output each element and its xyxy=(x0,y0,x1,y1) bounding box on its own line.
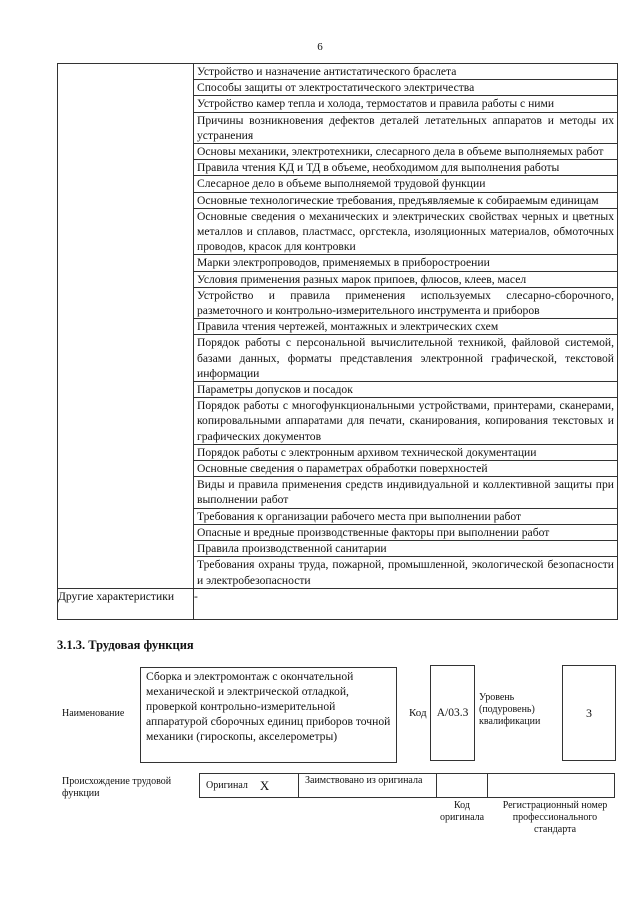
knowledge-item: Причины возникновения дефектов деталей летательных аппаратов и методы их устранения xyxy=(194,113,617,144)
knowledge-item: Способы защиты от электростатического электричества xyxy=(194,80,617,96)
knowledge-item: Порядок работы с многофункциональными устройствами, принтерами, сканерами, копировальными аппаратами для печати, сканирования, копирования текстовых и графических документов xyxy=(194,398,617,445)
code-value-box xyxy=(430,665,475,761)
knowledge-table xyxy=(57,63,618,620)
knowledge-item: Правила производственной санитарии xyxy=(194,541,617,557)
knowledge-item: Условия применения разных марок припоев, флюсов, клеев, масел xyxy=(194,272,617,288)
section-heading: 3.1.3. Трудовая функция xyxy=(57,638,194,652)
knowledge-item: Требования охраны труда, пожарной, промышленной, экологической безопасности и электробезопасности xyxy=(197,558,614,587)
origin-original-cell xyxy=(200,774,298,797)
knowledge-item: Основные сведения о механических и электрических свойствах черных и цветных металлов и сплавов, пластмасс, оргстекла, изоляционных материалов, обмоточных проводов, красок для контровки xyxy=(194,209,617,256)
original-code-caption: Код оригинала xyxy=(439,800,485,823)
function-name-box: Сборка и электромонтаж с окончательной механической и электрической отладкой, проверкой контрольно-измерительной аппаратурой сборочных единиц приборов точной механики (гироскопы, акселерометры) xyxy=(140,667,397,763)
origin-original-mark: X xyxy=(259,778,270,793)
knowledge-item: Слесарное дело в объеме выполняемой трудовой функции xyxy=(194,176,617,192)
origin-original-label: Оригинал xyxy=(206,780,248,791)
knowledge-item: Устройство и правила применения используемых слесарно-сборочного, разметочного и контрольно-измерительного инструмента и приборов xyxy=(194,288,617,319)
origin-borrowed-label: Заимствовано из оригинала xyxy=(305,775,423,786)
other-characteristics-label: Другие характеристики xyxy=(58,588,194,619)
origin-code-cell xyxy=(436,774,487,797)
knowledge-item: Виды и правила применения средств индивидуальной и коллективной защиты при выполнении работ xyxy=(194,477,617,508)
knowledge-item: Правила чтения КД и ТД в объеме, необходимом для выполнения работы xyxy=(194,160,617,176)
origin-borrowed-cell xyxy=(298,774,436,797)
knowledge-label-cell xyxy=(58,64,194,589)
qualification-level-value: 3 xyxy=(586,705,592,720)
knowledge-item: Правила чтения чертежей, монтажных и электрических схем xyxy=(194,319,617,335)
other-characteristics-row xyxy=(58,588,618,619)
other-characteristics-value: - xyxy=(194,588,618,619)
knowledge-item: Порядок работы с персональной вычислительной техникой, файловой системой, базами данных, форматы представления электронной графической, текстовой информации xyxy=(194,335,617,382)
origin-label: Происхождение трудовой функции xyxy=(62,776,172,799)
page-number: 6 xyxy=(317,41,323,53)
name-label: Наименование xyxy=(62,708,125,719)
reg-number-caption: Регистрационный номер профессионального стандарта xyxy=(502,800,608,835)
origin-reg-number-cell xyxy=(487,774,614,797)
knowledge-item: Опасные и вредные производственные факторы при выполнении работ xyxy=(194,525,617,541)
code-value: А/03.3 xyxy=(436,707,469,719)
knowledge-item: Марки электропроводов, применяемых в приборостроении xyxy=(194,255,617,271)
origin-row xyxy=(199,773,615,798)
knowledge-item: Устройство камер тепла и холода, термостатов и правила работы с ними xyxy=(194,96,617,112)
knowledge-item: Параметры допусков и посадок xyxy=(194,382,617,398)
qualification-level-label: Уровень (подуровень) квалификации xyxy=(479,692,541,727)
knowledge-item: Основные сведения о параметрах обработки поверхностей xyxy=(194,461,617,477)
knowledge-items-cell xyxy=(194,64,618,589)
knowledge-item: Устройство и назначение антистатического браслета xyxy=(194,64,617,80)
knowledge-item: Требования к организации рабочего места при выполнении работ xyxy=(194,509,617,525)
knowledge-item: Основы механики, электротехники, слесарного дела в объеме выполняемых работ xyxy=(194,144,617,160)
knowledge-item: Порядок работы с электронным архивом технической документации xyxy=(194,445,617,461)
knowledge-row xyxy=(58,64,618,589)
code-label: Код xyxy=(409,707,427,719)
knowledge-item: Основные технологические требования, предъявляемые к собираемым единицам xyxy=(194,193,617,209)
qualification-level-box xyxy=(562,665,616,761)
